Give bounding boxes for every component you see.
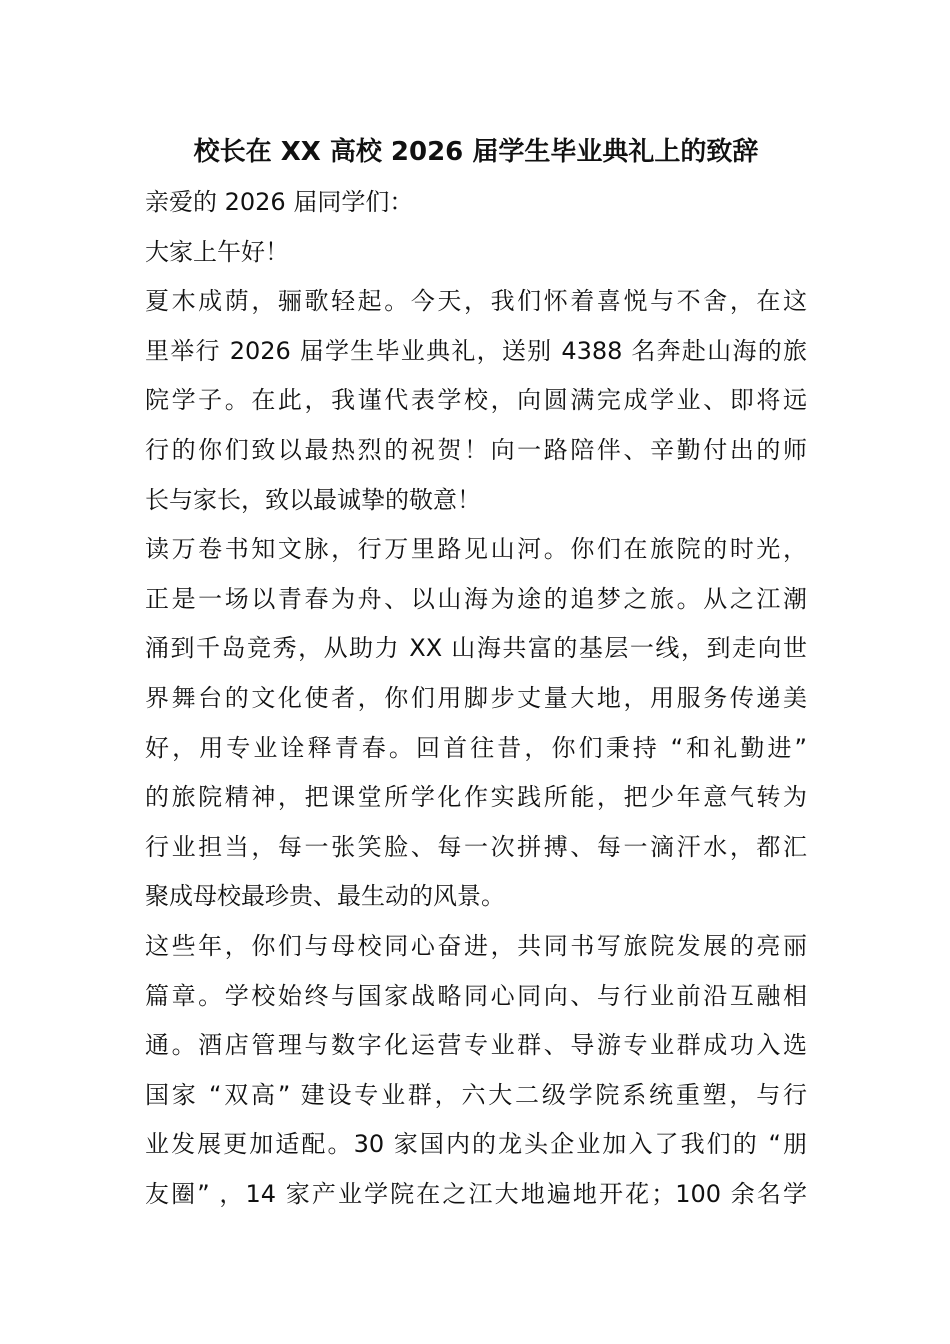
text-line: 涌到千岛竞秀，从助力 XX 山海共富的基层一线，到走向世 bbox=[145, 634, 807, 663]
text-line: 国家 “双高” 建设专业群，六大二级学院系统重塑，与行 bbox=[145, 1080, 807, 1109]
text-line: 夏木成荫，骊歌轻起。今天，我们怀着喜悦与不舍，在这 bbox=[145, 287, 807, 316]
text-line: 大家上午好！ bbox=[145, 237, 289, 266]
text-line: 好，用专业诠释青春。回首往昔，你们秉持 “和礼勤进” bbox=[145, 733, 807, 762]
text-line: 里举行 2026 届学生毕业典礼，送别 4388 名奔赴山海的旅 bbox=[145, 336, 807, 365]
text-line: 亲爱的 2026 届同学们： bbox=[145, 188, 414, 216]
text-line: 读万卷书知文脉，行万里路见山河。你们在旅院的时光， bbox=[145, 535, 807, 564]
text-line: 友圈” ，14 家产业学院在之江大地遍地开花；100 余名学 bbox=[145, 1179, 807, 1208]
text-line: 的旅院精神，把课堂所学化作实践所能，把少年意气转为 bbox=[145, 783, 807, 812]
text-line: 行的你们致以最热烈的祝贺！向一路陪伴、辛勤付出的师 bbox=[145, 435, 807, 464]
text-line: 长与家长，致以最诚挚的敬意！ bbox=[145, 485, 481, 514]
text-line: 篇章。学校始终与国家战略同心同向、与行业前沿互融相 bbox=[145, 981, 807, 1010]
text-line: 通。酒店管理与数字化运营专业群、导游专业群成功入选 bbox=[145, 1031, 807, 1060]
document-title: 校长在 XX 高校 2026 届学生毕业典礼上的致辞 bbox=[193, 137, 759, 167]
text-line: 界舞台的文化使者，你们用脚步丈量大地，用服务传递美 bbox=[145, 683, 807, 712]
text-line: 正是一场以青春为舟、以山海为途的追梦之旅。从之江潮 bbox=[145, 584, 807, 613]
text-line: 这些年，你们与母校同心奋进，共同书写旅院发展的亮丽 bbox=[145, 931, 807, 960]
text-line: 聚成母校最珍贵、最生动的风景。 bbox=[145, 882, 505, 911]
text-line: 院学子。在此，我谨代表学校，向圆满完成学业、即将远 bbox=[145, 386, 807, 415]
text-line: 业发展更加适配。30 家国内的龙头企业加入了我们的 “朋 bbox=[145, 1130, 807, 1159]
document-body bbox=[145, 178, 807, 1219]
text-line: 行业担当，每一张笑脸、每一次拼搏、每一滴汗水，都汇 bbox=[145, 832, 807, 861]
